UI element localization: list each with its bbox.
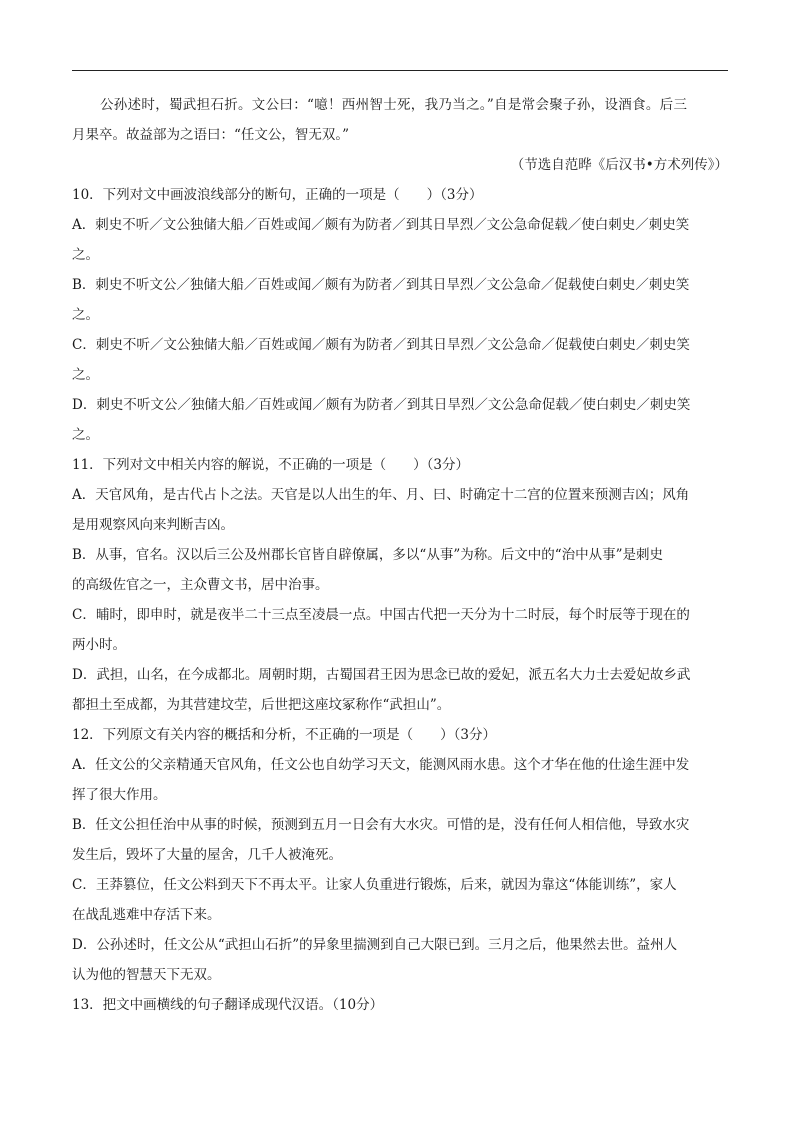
question-stem: 11．下列对文中相关内容的解说，不正确的一项是（ ）（3分） <box>72 457 470 473</box>
option-line: 的高级佐官之一，主众曹文书，居中治事。 <box>72 577 329 593</box>
document-content <box>72 90 728 1020</box>
option-line: B．从事，官名。汉以后三公及州郡长官皆自辟僚属，多以“从事”为称。后文中的“治中从事”是刺史 <box>72 547 664 563</box>
option-line: C．刺史不听／文公独储大船／百姓或闻／颇有为防者／到其日旱烈／文公急命／促载使白刺史／刺史笑 <box>72 337 690 353</box>
question-11 <box>72 450 728 720</box>
passage <box>72 90 728 180</box>
option-line: 之。 <box>72 367 99 383</box>
option-line: C．晡时，即申时，就是夜半二十三点至凌晨一点。中国古代把一天分为十二时辰，每个时辰等于现在的 <box>72 607 690 623</box>
option-line: 认为他的智慧天下无双。 <box>72 967 221 983</box>
question-stem: 12．下列原文有关内容的概括和分析，不正确的一项是（ ）（3分） <box>72 727 497 743</box>
option-line: 之。 <box>72 307 99 323</box>
question-stem: 13．把文中画横线的句子翻译成现代汉语。（10分） <box>72 997 384 1013</box>
option-line: 是用观察风向来判断吉凶。 <box>72 517 234 533</box>
option-line: A．刺史不听／文公独储大船／百姓或闻／颇有为防者／到其日旱烈／文公急命促载／使白刺史／刺史笑 <box>72 217 690 233</box>
passage-line: 月果卒。故益部为之语曰：“任文公，智无双。” <box>72 127 350 143</box>
option-line: 都担土至成都，为其营建坟茔，后世把这座坟冢称作“武担山”。 <box>72 697 451 713</box>
option-line: D．公孙述时，任文公从“武担山石折”的异象里揣测到自己大限已到。三月之后，他果然去世。益州人 <box>72 937 678 953</box>
option-line: 挥了很大作用。 <box>72 787 167 803</box>
passage-source: （节选自范晔《后汉书•方术列传》） <box>510 157 728 173</box>
option-line: B．任文公担任治中从事的时候，预测到五月一日会有大水灾。可惜的是，没有任何人相信他，导致水灾 <box>72 817 690 833</box>
passage-line: 公孙述时，蜀武担石折。文公曰：“噫！西州智士死，我乃当之。”自是常会聚子孙，设酒食。后三 <box>100 97 688 113</box>
question-13 <box>72 990 728 1020</box>
option-line: C．王莽篡位，任文公料到天下不再太平。让家人负重进行锻炼，后来，就因为靠这“体能训练”，家人 <box>72 877 677 893</box>
option-line: 两小时。 <box>72 637 126 653</box>
option-line: 之。 <box>72 247 99 263</box>
question-12 <box>72 720 728 990</box>
question-stem: 10．下列对文中画波浪线部分的断句，正确的一项是（ ）（3分） <box>72 187 483 203</box>
option-line: D．武担，山名，在今成都北。周朝时期，古蜀国君王因为思念已故的爱妃，派五名大力士去爱妃故乡武 <box>72 667 691 683</box>
question-10 <box>72 180 728 450</box>
option-line: A．天官风角，是古代占卜之法。天官是以人出生的年、月、曰、时确定十二宫的位置来预测吉凶；风角 <box>72 487 690 503</box>
option-line: D．刺史不听文公／独储大船／百姓或闻／颇有为防者／到其日旱烈／文公急命促载／使白刺史／刺史笑 <box>72 397 691 413</box>
option-line: 之。 <box>72 427 99 443</box>
option-line: A．任文公的父亲精通天官风角，任文公也自幼学习天文，能测风雨水患。这个才华在他的仕途生涯中发 <box>72 757 690 773</box>
option-line: B．刺史不听文公／独储大船／百姓或闻／颇有为防者／到其日旱烈／文公急命／促载使白刺史／刺史笑 <box>72 277 690 293</box>
header-rule <box>72 70 728 71</box>
option-line: 发生后，毁坏了大量的屋舍，几千人被淹死。 <box>72 847 342 863</box>
option-line: 在战乱逃难中存活下来。 <box>72 907 221 923</box>
